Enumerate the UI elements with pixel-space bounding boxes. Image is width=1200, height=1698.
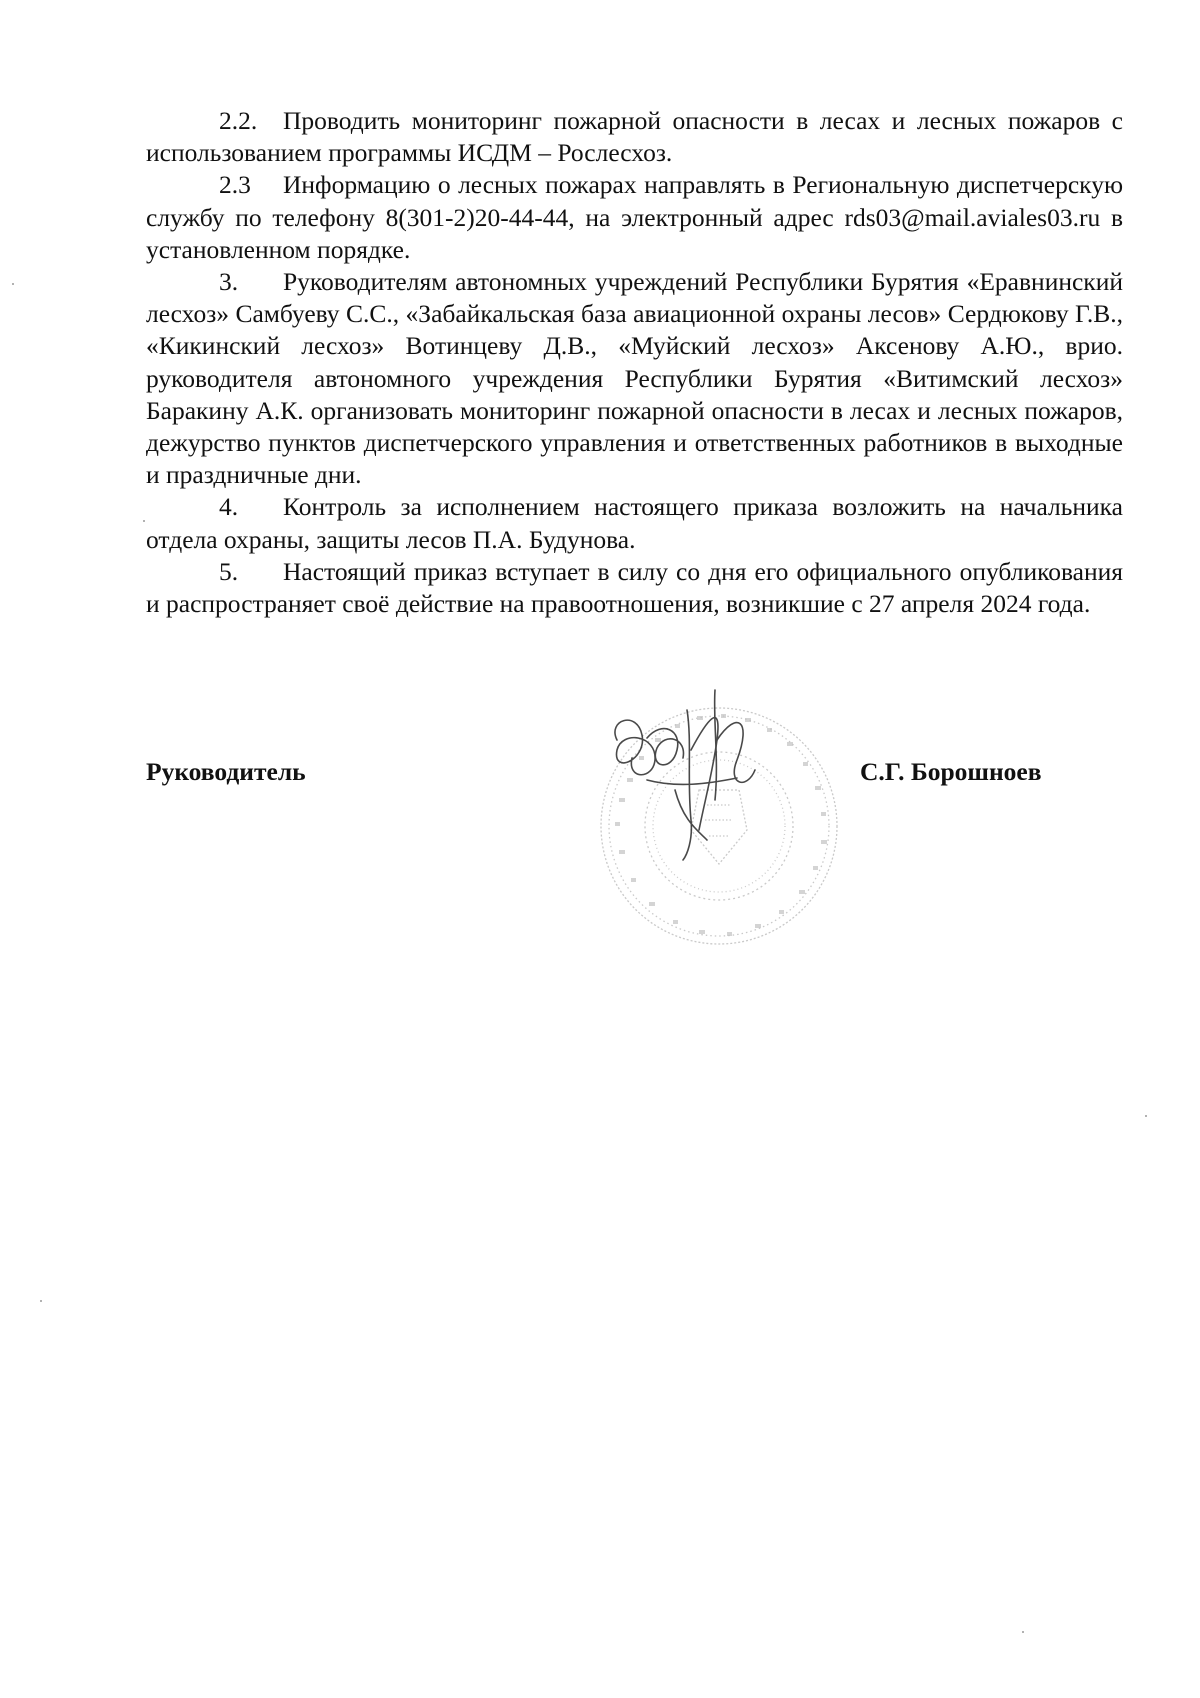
scan-speck [12, 283, 14, 285]
document-body [146, 105, 1123, 620]
paragraph-4 [146, 491, 1123, 555]
scan-speck [1145, 1115, 1147, 1117]
paragraph-text: Контроль за исполнением настоящего приказа возложить на начальника отдела охраны, защиты лесов П.А. Будунова. [146, 492, 1123, 554]
signatory-title: Руководитель [146, 757, 306, 786]
signature-block [146, 757, 1123, 797]
official-stamp-seal [587, 680, 857, 960]
paragraph-5 [146, 556, 1123, 620]
paragraph-2-2 [146, 105, 1123, 169]
paragraph-number: 2.3 [219, 170, 251, 200]
scan-speck [40, 1300, 42, 1302]
paragraph-number: 2.2. [219, 106, 258, 135]
paragraph-number: 4. [219, 492, 239, 522]
paragraph-number: 3. [219, 267, 239, 297]
signatory-name: С.Г. Борошноев [860, 757, 1042, 786]
paragraph-number: 5. [219, 556, 239, 586]
paragraph-text: Настоящий приказ вступает в силу со дня его официального опубликования и распространяет своё действие на правоотношения, возникшие с 27 апреля 2024 года. [146, 556, 1123, 619]
scan-speck [143, 520, 145, 522]
scan-speck [1022, 1631, 1024, 1633]
paragraph-text: Информацию о лесных пожарах направлять в Региональную диспетчерскую службу по телефону 8(301-2)20-44-44, на электронный адрес rds03@mail.aviales03.ru в установленном порядке. [146, 170, 1123, 264]
paragraph-3 [146, 266, 1123, 491]
paragraph-2-3 [146, 169, 1123, 266]
paragraph-text: Руководителям автономных учреждений Республики Бурятия «Еравнинский лесхоз» Самбуеву С.С., «Забайкальская база авиационной охраны лесов» Сердюкову Г.В., «Кикинский лесхоз» Вотинцеву Д.В., «Муйский лесхоз» Аксенову А.Ю., врио. руководителя автономного учреждения Республики Бурятия «Витимский лесхоз» Баракину А.К. организовать мониторинг пожарной опасности в лесах и лесных пожаров, дежурство пунктов диспетчерского управления и ответственных работников в выходные и праздничные дни. [146, 267, 1123, 490]
paragraph-text: Проводить мониторинг пожарной опасности в лесах и лесных пожаров с использованием программы ИСДМ – Рослесхоз. [146, 106, 1123, 168]
